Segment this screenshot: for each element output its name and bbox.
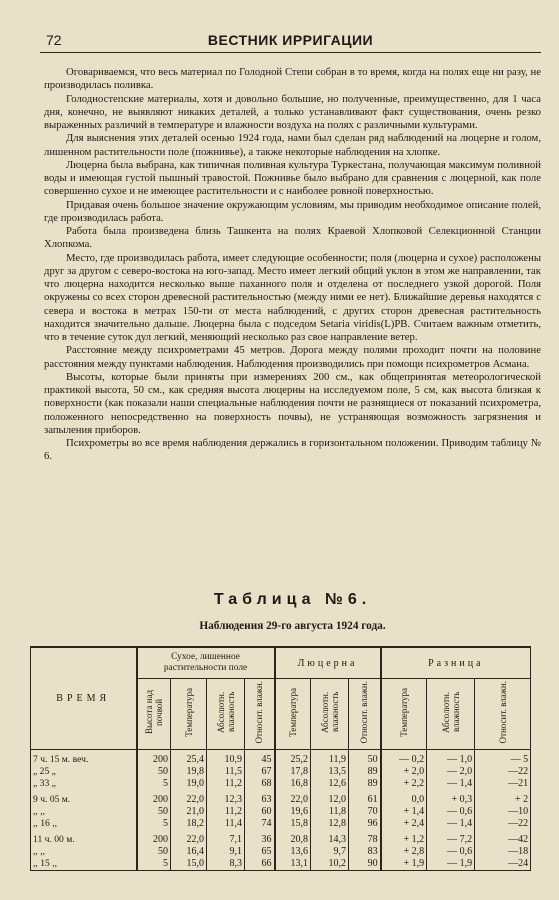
table-cell: 13,5 xyxy=(311,766,349,778)
table-cell: 90 xyxy=(349,858,381,871)
table-cell: 12,6 xyxy=(311,778,349,790)
time-cell: ,, 15 ,, xyxy=(31,858,137,871)
table-cell: + 1,4 xyxy=(381,806,427,818)
table-row xyxy=(31,858,531,871)
table-cell: 89 xyxy=(349,766,381,778)
table-cell: 63 xyxy=(245,790,275,806)
table-cell: 19,8 xyxy=(171,766,207,778)
table-cell: — 0,6 xyxy=(427,846,475,858)
time-cell: 11 ч. 00 м. xyxy=(31,830,137,846)
time-cell: „ 33 „ xyxy=(31,778,137,790)
time-header: ВРЕМЯ xyxy=(31,647,137,750)
table-cell: 200 xyxy=(137,790,171,806)
table-cell: —21 xyxy=(475,778,531,790)
table-cell: 9,7 xyxy=(311,846,349,858)
table-cell: 11,9 xyxy=(311,750,349,767)
table-cell: 25,2 xyxy=(275,750,311,767)
table-cell: 11,8 xyxy=(311,806,349,818)
paragraph: Место, где производилась работа, имеет следующие особенности; поля (люцерна и сухое) расположены друг за другом с северо-востока на юго-запад. Место имеет легкий общий уклон в этом же направлении, так что люцерна находится несколько выше паханного поля и отделена от последнего узкой дорогой. Поля окружены со всех сторон древесной растительностью (между ними ее нет). Ближайшие деревья находятся с севера и востока в метрах 150-ти от места наблюдений, с других сторон древесная растительность находится значительно дальше. Люцерна была с подседом Setaria viridis(L)PB. Считаем важным отметить, что в течение суток дул легкий, меняющий несколько раз свое направление ветер. xyxy=(44,251,541,343)
time-cell: 9 ч. 05 м. xyxy=(31,790,137,806)
body-text xyxy=(44,66,541,464)
table-row xyxy=(31,766,531,778)
table-row xyxy=(31,778,531,790)
table-cell: 12,8 xyxy=(311,818,349,830)
column-header: Высота над почвой xyxy=(137,679,171,750)
table-cell: 16,8 xyxy=(275,778,311,790)
table-cell: — 0,6 xyxy=(427,806,475,818)
table-row xyxy=(31,790,531,806)
table-cell: 11,2 xyxy=(207,778,245,790)
table-cell: — 1,0 xyxy=(427,750,475,767)
table-cell: 11,5 xyxy=(207,766,245,778)
column-header: Относит. влажн. xyxy=(475,679,531,750)
table-cell: 16,4 xyxy=(171,846,207,858)
table-cell: 67 xyxy=(245,766,275,778)
column-header: Относит. влажн. xyxy=(349,679,381,750)
paragraph: Высоты, которые были приняты при измерениях 200 см., как общепринятая метеорологической практикой высота, 50 см., как средняя высота люцерны на исследуемом поле, 5 см, как высота близкая к поверхности (как показали наши специальные наблюдения почти не разнящиеся от показаний психрометра, положенного непосредственно на поверхность почвы), не устраняющая возможность загрязнения и запыления приборов. xyxy=(44,370,541,436)
table-cell: 200 xyxy=(137,750,171,767)
table-cell: + 2,0 xyxy=(381,766,427,778)
table-cell: 11,2 xyxy=(207,806,245,818)
paragraph: Психрометры во все время наблюдения держались в горизонтальном положении. Приводим таблицу № 6. xyxy=(44,437,541,463)
table-row xyxy=(31,750,531,767)
table-cell: 19,0 xyxy=(171,778,207,790)
observation-table xyxy=(30,646,531,871)
column-header: Относит. влажн. xyxy=(245,679,275,750)
table-cell: 15,0 xyxy=(171,858,207,871)
table-cell: — 1,4 xyxy=(427,818,475,830)
table-cell: 7,1 xyxy=(207,830,245,846)
table-cell: 12,0 xyxy=(311,790,349,806)
table-cell: + 1,9 xyxy=(381,858,427,871)
running-head xyxy=(40,28,541,53)
table-row xyxy=(31,846,531,858)
table-row xyxy=(31,806,531,818)
table-cell: + 1,2 xyxy=(381,830,427,846)
table-cell: 50 xyxy=(137,766,171,778)
table-cell: + 0,3 xyxy=(427,790,475,806)
table-cell: + 2,8 xyxy=(381,846,427,858)
group-header-dry-field: Сухое, лишенное растительности поле xyxy=(137,647,275,679)
table-cell: 10,2 xyxy=(311,858,349,871)
table-cell: — 5 xyxy=(475,750,531,767)
table-cell: 13,6 xyxy=(275,846,311,858)
table-cell: 61 xyxy=(349,790,381,806)
table-cell: —22 xyxy=(475,766,531,778)
time-cell: 7 ч. 15 м. веч. xyxy=(31,750,137,767)
table-cell: 50 xyxy=(349,750,381,767)
table-title: Таблица №6. xyxy=(213,591,372,608)
time-cell: ,, 16 ,, xyxy=(31,818,137,830)
paragraph: Для выяснения этих деталей осенью 1924 года, нами был сделан ряд наблюдений на люцерне и голом, лишенном растительности поле (пожнивье), а также некоторые наблюдения на хлопке. xyxy=(44,132,541,158)
paragraph: Оговариваемся, что весь материал по Голодной Степи собран в то время, когда на полях еще ни разу, не производилась поливка. xyxy=(44,66,541,92)
table-cell: + 2,2 xyxy=(381,778,427,790)
table-cell: 9,1 xyxy=(207,846,245,858)
table-cell: 96 xyxy=(349,818,381,830)
column-header: Температура xyxy=(171,679,207,750)
table-cell: 68 xyxy=(245,778,275,790)
table-cell: —18 xyxy=(475,846,531,858)
table-cell: 8,3 xyxy=(207,858,245,871)
table-cell: 13,1 xyxy=(275,858,311,871)
table-cell: 15,8 xyxy=(275,818,311,830)
table-cell: — 0,2 xyxy=(381,750,427,767)
table-cell: 19,6 xyxy=(275,806,311,818)
table-cell: — 1,4 xyxy=(427,778,475,790)
table-cell: 74 xyxy=(245,818,275,830)
table-cell: 21,0 xyxy=(171,806,207,818)
column-header: Температура xyxy=(275,679,311,750)
table-cell: 22,0 xyxy=(171,830,207,846)
table-cell: 0,0 xyxy=(381,790,427,806)
table-cell: 5 xyxy=(137,778,171,790)
table-cell: 70 xyxy=(349,806,381,818)
table-cell: 83 xyxy=(349,846,381,858)
table-cell: 25,4 xyxy=(171,750,207,767)
time-cell: ,, ,, xyxy=(31,806,137,818)
table-cell: —10 xyxy=(475,806,531,818)
table-cell: 14,3 xyxy=(311,830,349,846)
table-cell: 12,3 xyxy=(207,790,245,806)
table-row xyxy=(31,830,531,846)
table-cell: 200 xyxy=(137,830,171,846)
paragraph: Люцерна была выбрана, как типичная поливная культура Туркестана, получающая максимум поливной воды и имеющая густой пышный травостой. Пожнивье было выбрано для сравнения с люцерной, как поле совершенно сухое и не имеющее растительности и с наиболее ровной поверхностью. xyxy=(44,158,541,198)
table-cell: 50 xyxy=(137,806,171,818)
paragraph: Расстояние между психрометрами 45 метров. Дорога между полями проходит почти на половине расстояния между пунктами наблюдения. Наблюдения производились при помощи психрометров Асмана. xyxy=(44,344,541,370)
table-cell: —24 xyxy=(475,858,531,871)
table-cell: 36 xyxy=(245,830,275,846)
table-cell: 11,4 xyxy=(207,818,245,830)
table-cell: 60 xyxy=(245,806,275,818)
table-cell: 20,8 xyxy=(275,830,311,846)
table-cell: 5 xyxy=(137,858,171,871)
journal-title: ВЕСТНИК ИРРИГАЦИИ xyxy=(207,32,374,48)
time-cell: ,, ,, xyxy=(31,846,137,858)
table-cell: 10,9 xyxy=(207,750,245,767)
paragraph: Придавая очень большое значение окружающим условиям, мы приводим необходимое описание полей, где производилась работа. xyxy=(44,198,541,224)
group-header-lucerne: Люцерна xyxy=(275,647,381,679)
table-row xyxy=(31,818,531,830)
paragraph: Работа была произведена близь Ташкента на полях Краевой Хлопковой Селекционной Станции Хлопкома. xyxy=(44,225,541,251)
table-cell: + 2 xyxy=(475,790,531,806)
table-subtitle: Наблюдения 29-го августа 1924 года. xyxy=(199,620,386,632)
table-cell: —42 xyxy=(475,830,531,846)
column-header: Абсолютн. влажность xyxy=(311,679,349,750)
table-cell: — 1,9 xyxy=(427,858,475,871)
table-cell: 22,0 xyxy=(275,790,311,806)
table-cell: 89 xyxy=(349,778,381,790)
time-cell: „ 25 „ xyxy=(31,766,137,778)
table-cell: 65 xyxy=(245,846,275,858)
paragraph: Голодностепские материалы, хотя и довольно большие, но полученные, преимущественно, для 1 часа дня, конечно, не выявляют никаких деталей, а только устанавливают факт существования, очень резко выраженных различий в температуре и влажности воздуха на полях с различными культурами. xyxy=(44,92,541,131)
column-header: Температура xyxy=(381,679,427,750)
group-header-difference: Разница xyxy=(381,647,531,679)
column-header: Абсолютн. влажность xyxy=(207,679,245,750)
table-cell: 18,2 xyxy=(171,818,207,830)
table-cell: 5 xyxy=(137,818,171,830)
column-header: Абсолютн. влажность xyxy=(427,679,475,750)
table-cell: — 2,0 xyxy=(427,766,475,778)
table-cell: 17,8 xyxy=(275,766,311,778)
table-cell: 78 xyxy=(349,830,381,846)
table-cell: 66 xyxy=(245,858,275,871)
page-number: 72 xyxy=(46,32,62,48)
table-cell: —22 xyxy=(475,818,531,830)
table-cell: — 7,2 xyxy=(427,830,475,846)
table-cell: 45 xyxy=(245,750,275,767)
table-cell: 22,0 xyxy=(171,790,207,806)
table-cell: 50 xyxy=(137,846,171,858)
table-cell: + 2,4 xyxy=(381,818,427,830)
